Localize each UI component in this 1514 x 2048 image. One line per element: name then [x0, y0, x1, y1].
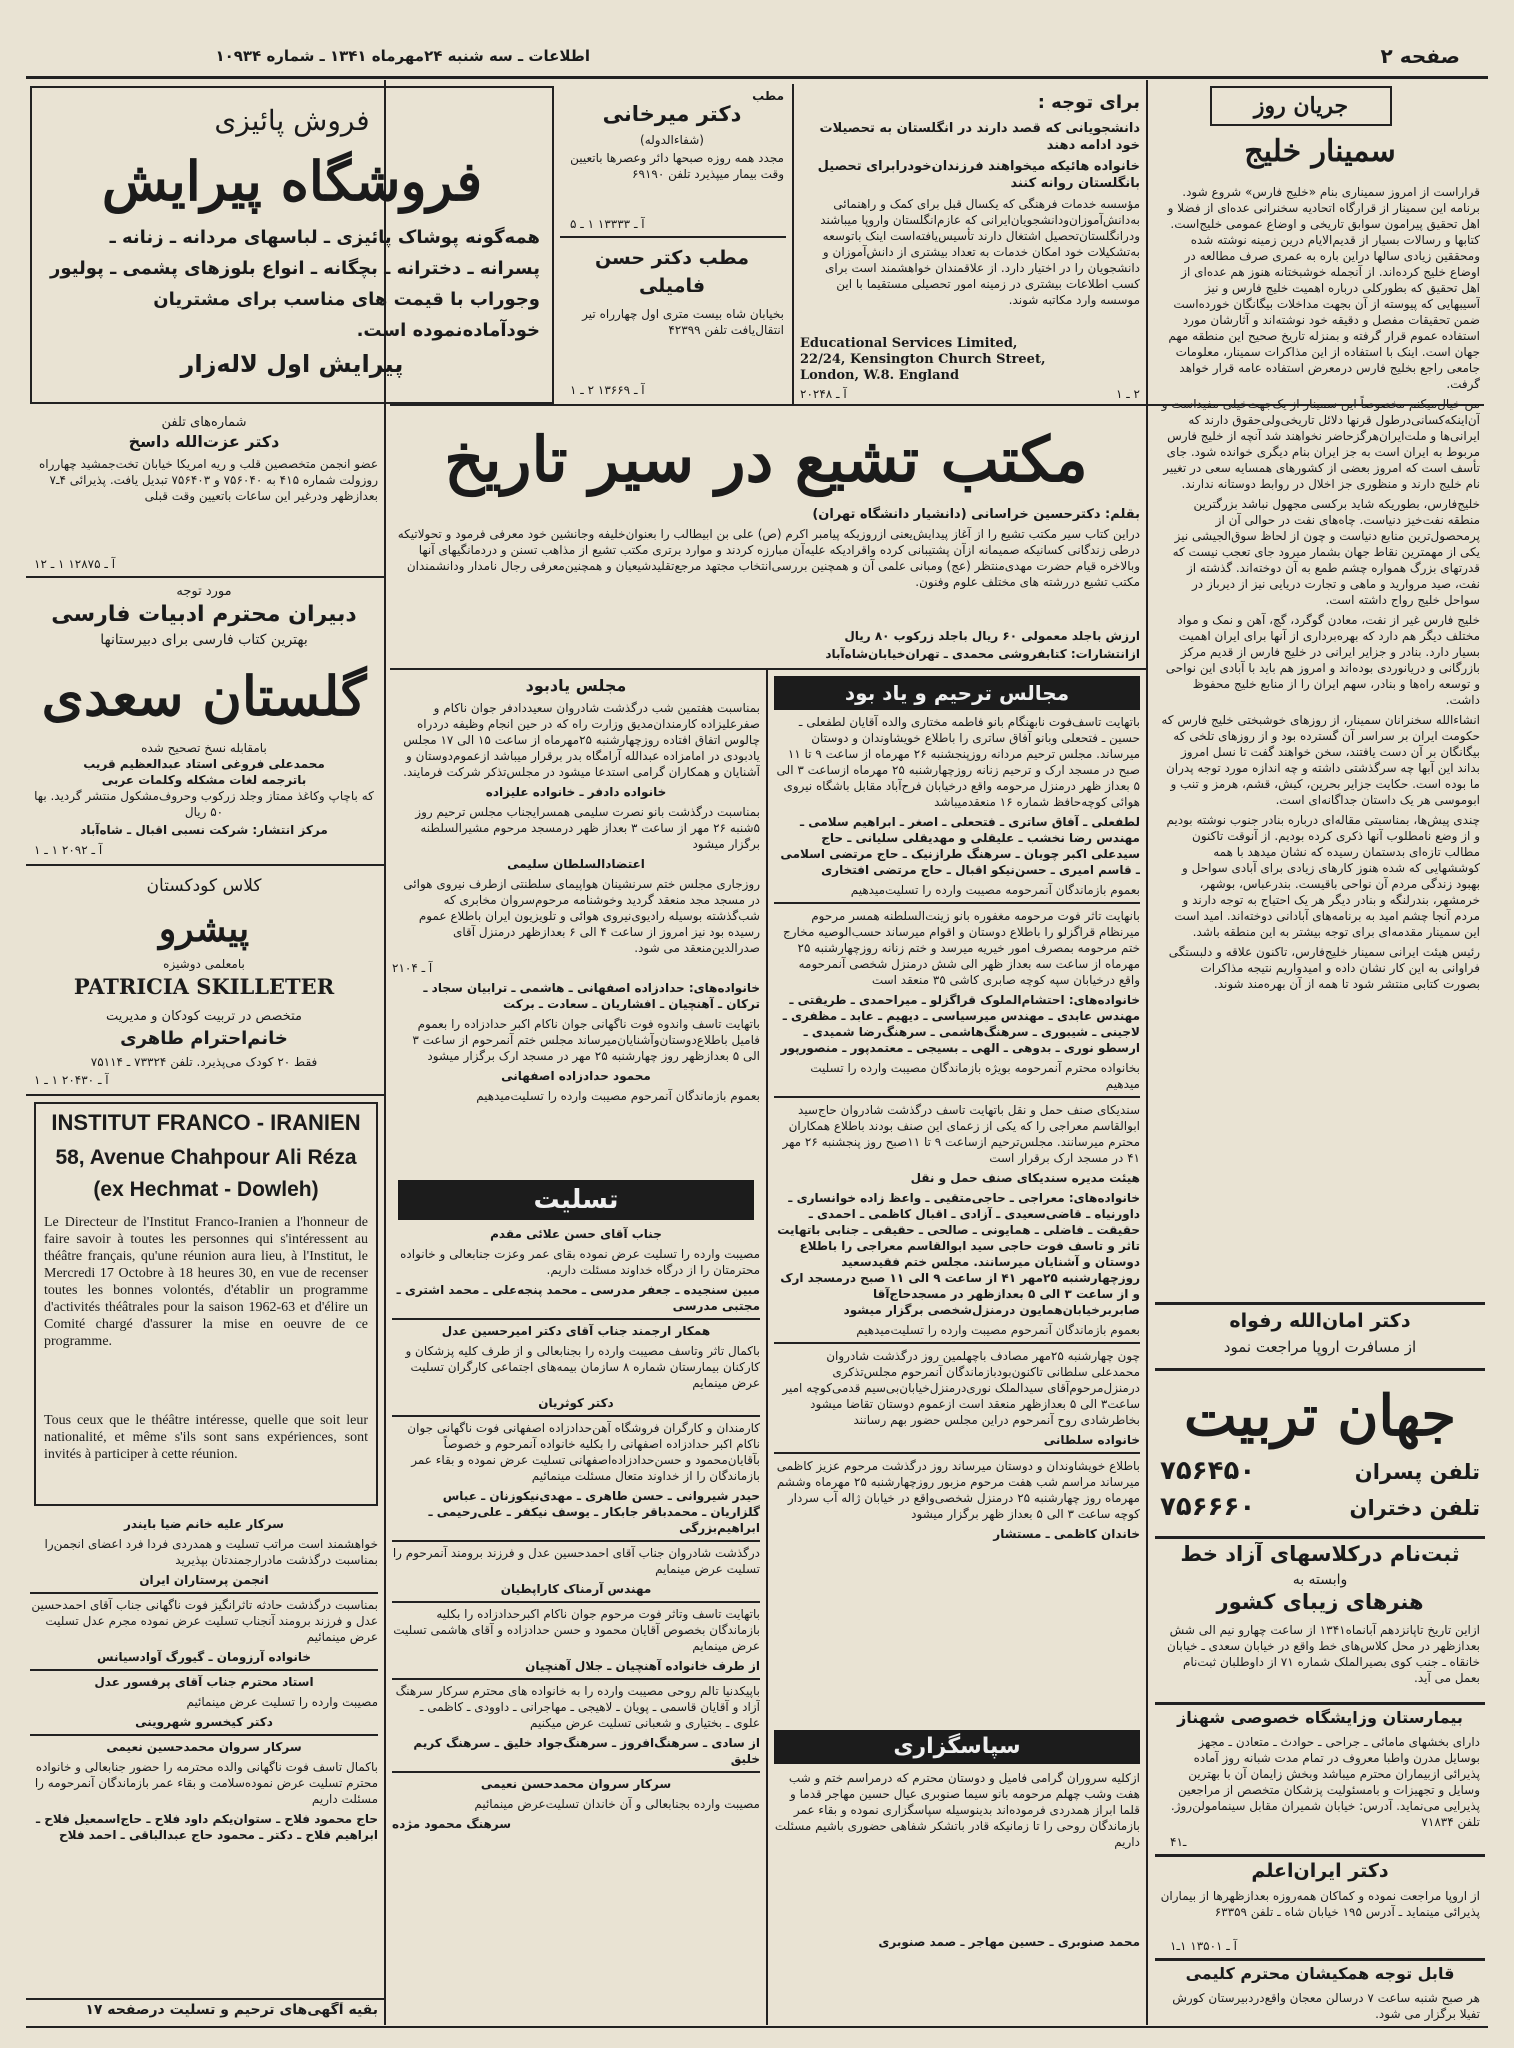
kalimi-title: قابل توجه همکیشان محترم کلیمی [1185, 1964, 1455, 1983]
taslit-body: مصیبت وارده بجنابعالی و آن خاندان تسلیت‌عرض مینمائیم [474, 1797, 760, 1811]
majales-body: سندیکای صنف حمل و نقل باتهایت تاسف درگذشت شادروان حاج‌سید ابوالقاسم معراجی را که یکی از زعمای این صنف بودند باطلاع همکاران محترم میرسانند. مجلس‌ترحیم ازساعت ۹ تا ۱۱صبح روز پنجشنبه ۲۶ مهر ۴۱ در مسجد ارک برقرار است [782, 1103, 1140, 1165]
taslit-body: مصیبت وارده را تسلیت عرض نموده بقای عمر وعزت جنابعالی و خانواده محترمتان را از درگاه خداوند مسئلت داریم. [400, 1247, 760, 1277]
jarayan-rooz-box: جریان روز [1210, 86, 1392, 126]
sabt-sub2: هنرهای زیبای کشور [1216, 1590, 1424, 1614]
condolence-item [30, 1669, 378, 1730]
condolence-item [30, 1516, 378, 1588]
taslit-title: جناب آقای حسن علائی مقدم [490, 1227, 662, 1241]
rule [1155, 1536, 1485, 1539]
majales-body: باتهایت تاسف‌فوت نابهنگام بانو فاطمه مختاری والده آقایان لطفعلی ـ حسین ـ فتحعلی وبانو آفاق ساتری را باطلاع خویشاوندان و دوستان میرساند. مجلس ترحیم مردانه روزپنجشنبه ۲۶ مهرماه از ساعت ۹ تا ۱۱ صبح در مسجد ارک و ترحیم زنانه روزچهارشنبه ۲۵ مهرماه ازساعت ۳ الی ۵ بعداز ظهر درمنزل مرحومه واقع درخیابان فرح‌آباد مقابل باشگاه نیروی هوائی کوچه‌حافظ شماره ۱۶ منعقدمیباشد [776, 715, 1140, 809]
institut-body: Le Directeur de l'Institut Franco-Iranien a l'honneur de faire savoir à toutes les personnes qui s'intéressent au théâtre français, qu'une réunion aura lieu, à l'Institut, le Mercredi 17 Octobre à 18 heures 30, en vue de recenser toutes les bonnes volontés, d'établir un programme d'activités théâtrales pour la saison 1962-63 et d'élire un Comité chargé d'assurer la mise en oeuvre de ce programme. [44, 1215, 368, 1349]
institut-addr2: (ex Hechmat - Dowleh) [93, 1178, 319, 1201]
maktab-price: ارزش باجلد معمولی ۶۰ ریال باجلد زرکوب ۸۰ ریال [844, 629, 1140, 643]
condolence-body: مصیبت وارده را تسلیت عرض مینمائیم [186, 1695, 378, 1709]
store-name: فروشگاه پیرایش [101, 149, 483, 213]
taslit-item [392, 1601, 760, 1674]
taslit-item [392, 1540, 760, 1597]
notice-line2: خانواده هائیکه میخواهند فرزندان‌خودرابرای تحصیل بانگلستان روانه کنند [817, 159, 1140, 191]
seminar-paragraph: انشاءالله سخنرانان سمینار، از روزهای خوشبختی خلیج فارس که حکومت ایران بر سراسر آن گسترده بود و از روزهای تلخی که بیگانگان بر آن دست یافتند، سخن خواهند گفت تا نسل امروز بداند این آبها چه سرگذشتی داشته و چه اندازه مورد توجه پدران ما بوده است. حکایت جزایر بحرین، کیش، قشم، هرمز و تنب و ابوموسی هر یک داستان جداگانه‌ای است. [1161, 713, 1480, 807]
hospital-title: بیمارستان وزایشگاه خصوصی شهناز [1177, 1708, 1463, 1727]
store-footer: پیرایش اول لاله‌زار [180, 350, 404, 378]
majales-list [774, 714, 1140, 1722]
majales-tail: بعموم بازماندگان آنمرحوم مصیبت وارده را تسلیت‌میدهیم [856, 1323, 1140, 1337]
majlis-yadbood-block [392, 700, 760, 1174]
kalimi-body: هر صبح شنبه ساعت ۷ درسالن معجان واقع‌دردبیرستان کورش تفیلا برگزار می شود. [1172, 1991, 1480, 2021]
phone-boys: ۷۵۶۴۵۰ [1160, 1456, 1256, 1486]
taslit-item [392, 1226, 760, 1314]
taslit-item [392, 1318, 760, 1411]
taslit-body: باتهایت تاسف وتاثر فوت مرحوم جوان ناکام اکبرحدادزاده را بکلیه بازماندگان بخصوص آقایان محمود و حسن حدادزاده و آقای هاشمی تسلیت عرض مینمایم [393, 1607, 760, 1653]
doctor1-label: مطب [752, 89, 784, 103]
condolence-title: سرکار علیه خانم ضیا بایندر [124, 1517, 284, 1531]
rule [26, 1094, 384, 1096]
phone-girls-label: تلفن دختران [1349, 1496, 1480, 1520]
seminar-paragraph: خلیج‌فارس، بطوریکه شاید برکسی مجهول نباشد بزرگترین منطقه نفت‌خیز دنیاست. چاه‌های نفت در حوالی آن از پرمحصول‌ترین منابع دنیاست و چون از لحاظ سوق‌الجیشی نیز یکی از مهمترین نقاط جهان بشمار میرود جای تعجب نیست که قدرتهای بزرگ همواره چشم طمع به آن دوخته‌اند. گذشته از نفت، صید مروارید و ماهی و تجارت دریایی نیز از دیرباز در سواحل خلیج رواج داشته است. [1172, 497, 1480, 607]
yadbood-sign: اعتضادالسلطان سلیمی [507, 857, 645, 871]
iranalam-code: آ ـ ۱۳۵۰۱ ۱ـ۱ [1170, 1939, 1237, 1953]
doctor1-body: مجدد همه روزه صبحها دائر وعصرها باتعیین وقت بیمار میپذیرد تلفن ۶۹۱۹۰ [570, 151, 784, 181]
condolence-item [30, 1734, 378, 1843]
rule [390, 668, 1146, 670]
yadbood-body: روزجاری مجلس ختم سرنشینان هواپیمای سلطنتی ازطرف نیروی هوائی در مسجد مجد منعقد گردید وخوشنامه مرحوم‌سروان مخابری که شب‌گذشته بوسیله رادیوی‌نیروی هوائی و تلویزیون ایران باطلاع عموم رسیده بود نیز امروز از ساعت ۴ الی ۶ بعدازظهر درمنزل آقای صدرالدین‌منعقد می شود. [403, 877, 760, 955]
iranalam-body: از اروپا مراجعت نموده و کماکان همه‌روزه بعدازظهرها از بیماران پذیرائی مینماید ـ آدرس ۱۹۵ خیابان شاه ـ تلفن ۶۳۳۵۹ [1160, 1889, 1480, 1919]
golestan-body2: محمدعلی فروغی استاد عبدالعظیم قریب [83, 757, 325, 771]
rafavah-line: از مسافرت اروپا مراجعت نمود [1223, 1338, 1417, 1356]
rafavah-name: دکتر امان‌الله رفواه [1229, 1310, 1411, 1332]
institut-body-2: Tous ceux que le théâtre intéresse, quelle que soit leur nationalité, et même s'ils sont sans expériences, sont invités à participer à cette réunion. [44, 1413, 368, 1462]
rule [1155, 1958, 1485, 1961]
golestan-body1: بامقابله نسخ تصحیح شده [141, 741, 267, 755]
rule [26, 1998, 384, 2000]
condolence-sign: حاج محمود فلاح ـ ستوان‌یکم داود فلاح ـ حاج‌اسمعیل فلاح ـ ابراهیم فلاح ـ دکتر ـ محمود حاج عبدالباقی ـ احمد فلاح [35, 1812, 378, 1842]
doctor2-code: آ ـ ۱۳۶۶۹ ۲ ـ ۱ [570, 383, 645, 397]
rule [390, 404, 1484, 406]
rule [560, 236, 786, 238]
majales-sign: خاندان کاظمی ـ مستشار [993, 1527, 1140, 1541]
golestan-dabiran: دبیران محترم ادبیات فارسی [51, 602, 357, 627]
golestan-title: گلستان سعدی [41, 664, 367, 728]
majales-item [774, 1342, 1140, 1448]
seminar-title: سمینار خلیج [1244, 134, 1396, 169]
majales-item [774, 714, 1140, 898]
phone-girls: ۷۵۶۶۶۰ [1160, 1492, 1256, 1522]
condolence-sign: انجمن پرستاران ایران [139, 1573, 269, 1587]
jahan-tarbiat-title: جهان تربیت [1183, 1383, 1457, 1449]
condolence-body: باکمال تاسف فوت ناگهانی والده محترمه را حضور جنابعالی و خانواده محترم تسلیت عرض نموده‌سلامت و بقاء عمر بازماندگان آنمرحومه را مسئلت داریم [34, 1760, 378, 1806]
doctor2-title: مطب دکتر حسن فامیلی [594, 247, 750, 297]
hospital-code: ۴ـ۱ [1170, 1835, 1187, 1849]
taslit-list [392, 1226, 760, 2022]
taslit-sign: سرهنگ محمود مژده [392, 1817, 512, 1831]
golestan-best: بهترین کتاب فارسی برای دبیرستانها [100, 632, 308, 648]
majlis-yadbood-title: مجلس یادبود [525, 676, 627, 695]
dastmalchi-name: دکتر عزت‌الله داسخ [128, 432, 280, 451]
rule [1155, 1302, 1485, 1305]
majales-sign: هیئت مدیره سندیکای صنف حمل و نقل [910, 1171, 1140, 1185]
notice-title: برای توجه : [1037, 92, 1140, 113]
taslit-body: باکمال تاثر وتاسف مصیبت وارده را بجنابعالی و از طرف کلیه پزشکان و کارکنان بیمارستان شماره ۸ سازمان بیمه‌های اجتماعی کارگران تسلیت عرض مینمایم [405, 1344, 760, 1390]
taslit-item [392, 1771, 760, 1832]
taslit-sign: از طرف خانواده آهنچیان ـ جلال آهنچیان [525, 1659, 760, 1673]
taslit-sign: مبین سنجیده ـ جعفر مدرسی ـ محمد پنجه‌علی ـ محمد اشتری ـ مجتبی مدرسی [396, 1283, 760, 1313]
taslit-sign: دکتر کوثریان [538, 1396, 614, 1410]
seminar-article [1160, 184, 1480, 1296]
pishro-sub: بامعلمی دوشیزه [163, 957, 245, 971]
pishro-teacher: PATRICIA SKILLETER [73, 974, 335, 999]
sabt-sub1: وابسته به [1292, 1572, 1348, 1588]
majales-body: چون چهارشنبه ۲۵مهر مصادف باچهلمین روز درگذشت شادروان محمدعلی سلطانی تاکنون‌بودبازماندگان آنمرحوم مجلس‌تذکری درمنزل‌مرحوم‌آقای سیدالملک نوری‌درمنزل‌خیابان‌بی‌سیم قدمی‌کوچه‌ امیر ساعت۳ الی ۵ بعدازظهر منعقد است ازعموم دوستان تقاضا میشود بخاطرشادی روح آنمرحوم دراین مجلس حضور بهم رسانند [782, 1349, 1140, 1427]
maktab-body: دراین کتاب سیر مکتب تشیع را از آغاز پیدایش‌یعنی ازروزیکه پیامبر اکرم (ص) علی بن ابیطالب را بعنوان‌خلیفه وجانشین خود معرفی فرمود و تحولاتیکه درطی زندگانی کسانیکه صمیمانه ازآن پشتیبانی کرده واقرادیکه علیه‌آن مبارزه کردند و موارد برتری مکتب تشیع از مذاهب تسنن و دردمانگیهای آنها وبالاخره قیام حضرت مهدی‌منتظر (عج) ومبانی علمی آن و همچنین بررسی‌انتخاب مجتهد مرجع‌تقلیدشیعیان و همچنین‌معرفی رجال نامدار ودانشمندان مکتب تشیع دررشته های مختلف علوم وفنون. [397, 527, 1140, 589]
golestan-body3: باترجمه لغات مشکله وکلمات عربی [101, 773, 307, 787]
hospital-body: دارای بخشهای مامائی ـ جراحی ـ حوادث ـ متعادن ـ مجهز بوسایل مدرن واطبا معروف در تمام مدت شبانه روز آماده پذیرائی ازبیماران محترم میباشد وبخش زایمان آن با بهترین وسایل و تجهیزات و بامسئولیت پزشکان متخصص از مراجعین پذیرایی می‌نماید. آدرس: خیابان شمیران مقابل سینمامولن‌روژ. تلفن ۷۱۸۳۴ [1170, 1735, 1480, 1829]
pishro-line1: متخصص در تربیت کودکان و مدیریت [106, 1009, 302, 1024]
seminar-paragraph: چندی پیش‌ها، بمناسبتی مقاله‌ای درباره بنادر جنوب نوشته بودیم و از وضع نامطلوب آنها ذکری کرده بودیم. از آنوقت تاکنون مطالب تازه‌ای بدستمان رسیده که نشان میدهد با همه کوششهایی که شده هنوز کارهای زیادی برای آبادی سواحل و بهبود زندگی مردم آن نواحی باقیست. بندرعباس، بوشهر، خرمشهر، بندرلنگه و بنادر دیگر هر یک احتیاج به توجه دارند و مردم آنجا چشم امید به برنامه‌های آبادانی دوخته‌اند. امید است این سمینار مقدمه‌ای برای توجه بیشتر به این منطقه باشد. [1166, 813, 1480, 939]
doctor1-name: دکتر میرخانی [602, 102, 742, 126]
footer-rule [26, 2026, 1488, 2028]
sabt-title: ثبت‌نام درکلاسهای آزاد خط [1180, 1542, 1460, 1566]
notice-body: مؤسسه خدمات فرهنگی که یکسال قبل برای کمک و راهنمائی به‌دانش‌آموزان‌ودانشجویان‌ایرانی که عازم‌انگلستان واروپا میباشند ودرانگلستان‌تحصیل اشتغال دارند تأسیس‌یافته‌است اینک باتوسعه به‌تشکیلات خود امکان خدمات به تعداد بیشتری از دانش‌آموزان و دانشجویان را در اختیار دارد. از علاقمندان خواهشمند است برای کسب اطلاعات بیشتری در زمینه امور تحصیلی مستقیما با این موسسه وارد مکاتبه شوند. [820, 197, 1140, 307]
dastmalchi-code: آ ـ ۱۲۸۷۵ ۱ ـ ۱۲ [34, 557, 116, 571]
notice-code-2: ۲ ـ ۱ [1115, 387, 1140, 401]
notice-code: آ ـ ۲۰۲۴۸ [800, 387, 847, 401]
phone-boys-label: تلفن پسران [1354, 1460, 1480, 1484]
yadbood-sign: محمود حدادزاده اصفهانی [501, 1069, 651, 1083]
condolence-title: سرکار سروان محمدحسین نعیمی [106, 1740, 302, 1754]
dastmalchi-phones: شماره‌های تلفن [161, 415, 247, 430]
notice-line1: دانشجویانی که قصد دارند در انگلستان به تحصیلات خود ادامه دهند [819, 121, 1140, 153]
sabt-body: ازاین تاریخ تاپانزدهم آبانماه۱۳۴۱ از ساعت چهارو نیم الی شش بعدازظهر در محل کلاس‌های خط واقع در خیابان سعدی ـ خیابان خانقاه ـ جنب کوی بصیرالملک شماره ۷۱ از داوطلبان ثبت‌نام بعمل می آید. [1167, 1623, 1480, 1685]
yadbood-body: بمناسبت درگذشت بانو نصرت سلیمی همسر‌ایجناب مجلس ترحیم روز ۵شنبه ۲۶ مهر از ساعت ۳ بعداز ظهر درمسجد مرحوم مشیرالسلطنه برگزار میشود [415, 805, 760, 851]
taslit-sign: از سادی ـ سرهنگ‌افروز ـ سرهنگ‌جواد خلیق ـ سرهنگ کریم خلیق [413, 1736, 760, 1766]
store-body: همه‌گونه پوشاک پائیزی ـ لباسهای مردانه ـ زنانه ـ پسرانه ـ دخترانه ـ بچگانه ـ انواع بلوزهای پشمی ـ پولیور وجوراب با قیمت های مناسب برای مشتریان خودآماده‌نموده است. [50, 227, 540, 341]
condolence-sign: دکتر کیخسرو شهروینی [135, 1715, 273, 1729]
rule [1155, 1702, 1485, 1705]
dastmalchi-body: عضو انجمن متخصصین قلب و ریه امریکا خیابان تخت‌جمشید چهارراه روزولت شماره ۴۱۵ به ۷۵۶۰۴۰ و ۷۵۶۴۰۳ تبدیل یافت. پذیرائی ۴ـ۷ بعدازظهر ودرغیر این ساعات باتعیین وقت قبلی [39, 457, 378, 503]
yadbood-body: باتهایت تاسف واندوه فوت ناگهانی جوان ناکام اکبر حدادزاده را بعموم فامیل باطلاع‌دوستان‌وآشنایان‌میرساند مجلس ختم آنمرحوم از ساعت ۳ الی ۵ بعدازظهر روز چهارشنبه ۲۵ مهر در مسجد ارک برگزار میشود [412, 1017, 760, 1063]
pishro-line3: فقط ۲۰ کودک می‌پذیرد. تلفن ۷۳۳۲۴ ـ ۷۵۱۱۴ [90, 1055, 318, 1069]
seminar-paragraph: خلیج فارس غیر از نفت، معادن گوگرد، گچ، آهن و نمک و مواد مختلف دیگر هم دارد که بهره‌برداری از آنها برای ایران اهمیت بسیار دارد. بنادر و جزایر ایرانی در خلیج فارس از قدیم مرکز بازرگانی و دریانوردی بوده‌اند و امروز هم باید با آبادی این نواحی و توسعه راه‌ها و بنادر، سهم ایران را از منابع خلیج محفوظ داشت. [1165, 613, 1480, 707]
seminar-paragraph: آن‌اینکه‌کسانی‌درطول قرنها دلائل تاریخی‌ولی‌حقوق دارند که ایرانی‌ها و ملت‌ایران‌هرگزحاضر نخواهند شد آنچه از خلیج فارس مربوط به ایران است به جز ایران بنام دیگری خوانده شود. جای تأسف است که امروز بعضی از کشورهای همسایه سعی در تغییر نام خلیج دارند و منظوری جز اخلال در روابط دوستانه ندارند. [1163, 413, 1480, 491]
rule [26, 864, 384, 866]
pishro-name: پیشرو [158, 908, 250, 950]
golestan-top: مورد توجه [176, 584, 232, 599]
taslit-sign: حیدر شیروانی ـ حسن طاهری ـ مهدی‌نیکوزنان ـ عباس گلزاریان ـ محمدباقر جابکار ـ یوسف نیکفر ـ علی‌رحیمی ـ ابراهیم‌بزرگی [428, 1489, 760, 1535]
sepasgozari-sign: محمد صنوبری ـ حسین مهاجر ـ صمد صنوبری [878, 1935, 1140, 1949]
doctor1-sub: (شفاءالدوله) [640, 133, 704, 147]
doctor2-body: بخیابان شاه بیست متری اول چهارراه تیر انتقال‌یافت تلفن ۴۲۳۹۹ [582, 307, 784, 337]
institut-addr: 58, Avenue Chahpour Ali Réza [55, 1146, 357, 1169]
doctor1-code: آ ـ ۱۳۳۳۳ ۱ ـ ۵ [570, 217, 645, 231]
taslit-body: باپیکدنیا تالم روحی مصیبت وارده را به خانواده های محترم سرکار سرهنگ آزاد و آقایان قاسمی ـ پویان ـ لاهیجی ـ مهاجرانی ـ داوودی ـ کاظمی ـ علوی ـ بختیاری و شعبانی تسلیت عرض میکنیم [395, 1684, 760, 1730]
maktab-author: بقلم: دکترحسین خراسانی (دانشیار دانشگاه تهران) [812, 507, 1140, 522]
majales-body: باطلاع خویشاوندان و دوستان میرساند روز درگذشت مرحوم عزیز کاظمی میرساند مراسم شب هفت مرحوم مزبور روزچهارشنبه ۲۵ مهرماه وششم مهرماه روز چهارشنبه ۲۵ درمنزل شخصی‌واقع در خیابان ژاله آب سردار کوچه‌ ساعت ۳ الی ۵ بعداز ظهر برگزار میشود [776, 1459, 1140, 1521]
majales-item [774, 902, 1140, 1092]
majales-tail: بخانواده محترم آنمرحومه بویژه بازماندگان مصیبت وارده را تسلیت میدهیم [810, 1061, 1140, 1091]
taslit-item [392, 1678, 760, 1767]
condolence-title: استاد محترم جناب آقای پرفسور عدل [94, 1675, 314, 1689]
pishro-top: کلاس کودکستان [146, 876, 262, 896]
majales-body: خانواده‌های: معراجی ـ حاجی‌متقیی ـ واعظ زاده خوانساری ـ داورنیاه ـ قاضی‌سعیدی ـ آزادی ـ اقبال کاظمی ـ احمدی ـ حقیقت ـ فاضلی ـ همایونی ـ صالحی ـ حقیقی ـ جنابی باتهایت تاثر و تاسف فوت حاجی سید ابوالقاسم معراجی را باطلاع دوستان و آشنایان میرسانند. مجلس ختم فقیدسعید روزچهارشنبه ۲۵مهر ۴۱ از ساعت ۹ الی ۱۱ صبح درمسجد ارک و از ساعت ۳ الی ۵ بعدازظهر در مسجدحاج‌آقا صابربرخیابان‌همایون درمنزل‌شخصی برگزار میشود [777, 1191, 1140, 1317]
store-top: فروش پائیزی [214, 104, 370, 137]
seminar-paragraph: رئیس هیئت ایرانی سمینار خلیج‌فارس، تاکنون علاقه و دلبستگی فراوانی به این کار نشان داده و امیدواریم نتیجه مذاکرات بصورت کتابی منتشر شود تا همه از آن بهره‌مند شوند. [1168, 945, 1480, 991]
taslit-banner: تسلیت [398, 1180, 754, 1220]
yadbood-body: بمناسبت هفتمین شب درگذشت شادروان سعیددادفر جوان ناکام و صفرعلیزاده کارمندان‌مدیق وزارت راه که در حین انجام وظیفه دردراه چالوس اتفاق افتاده روزچهارشنبه ۲۵مهرماه از ساعت ۱۵ الی ۱۷ مجلس یادبودی در امامزاده عبدالله آرامگاه بدر برقرار میباشد ازعموم‌دوستان و آشنایان و همکاران گرامی استدعا میشود در مجلس‌تذکر شرکت فرمایند. [403, 701, 760, 779]
condolence-body: خواهشمند است مراتب تسلیت و همدردی فردا فرد اعضای انجمن‌را بمناسبت درگذشت مادرارجمندتان بپذیرید [44, 1537, 378, 1567]
rule [792, 84, 794, 404]
notice-address-3: London, W.8. England [800, 368, 960, 383]
taslit-body: کارمندان و کارگران فروشگاه آهن‌حدادزاده اصفهانی فوت ناگهانی جوان ناکام اکبر حدادزاده اصفهانی را بکلیه خانواده آنمرحوم و خصوصاً بآقایان‌محمود و حسن‌حدادزاده‌اصفهانی تسلیت عرض نموده و بقاء عمر بازماندگان را از خداوند متعال مسئلت مینمائیم [407, 1421, 760, 1483]
taslit-title: همکار ارجمند جناب آقای دکتر امیرحسین عدل [441, 1324, 711, 1338]
majales-item [774, 1452, 1140, 1542]
majales-banner: مجالس ترحیم و یاد بود [774, 676, 1140, 710]
yadbood-families: خانواده‌های: حدادزاده اصفهانی ـ هاشمی ـ ترابیان سجاد ـ ترکان ـ آهنچیان ـ افشاریان ـ سعادت ـ برکت [423, 981, 760, 1011]
taslit-sign: مهندس آرمناک کاراپطیان [500, 1582, 652, 1596]
majales-item [774, 1096, 1140, 1338]
notice-address-2: 22/24, Kensington Church Street, [800, 352, 1046, 367]
iranalam-title: دکتر ایران‌اعلم [1251, 1860, 1389, 1882]
majales-sign: خانواده‌های: احتشام‌الملوک قراگزلو ـ میراحمدی ـ طریقتی ـ مهندس عابدی ـ مهندس میرسیاسی ـ دیهیم ـ عابد ـ مظفری ـ لاجینی ـ شیبوری ـ سرهنگ‌هاشمی ـ سرهنگ‌رضا شمیدی ـ ارسطو نوری ـ بدوهی ـ الهی ـ بسیجی ـ معتمدپور ـ منصورپور [780, 993, 1140, 1055]
maktab-headline: مکتب تشیع در سیر تاریخ [444, 423, 1088, 496]
header-rule [26, 76, 1488, 79]
notice-address-1: Educational Services Limited, [800, 336, 1018, 351]
majales-sign: لطفعلی ـ آفاق ساتری ـ فتحعلی ـ اصغر ـ ابراهیم سلامی ـ مهندس رضا نخشب ـ علیقلی و مهدیقلی سلیانی ـ حاج سیدعلی اکبر چوبان ـ سرهنگ طرازنیک ـ حاج مرتضی اسلامی ـ قاسم امیری ـ حسن‌نیکو اقبال ـ حاج مرتضی افتخاری [780, 815, 1140, 877]
pishro-line2: خانم‌احترام طاهری [120, 1028, 288, 1049]
condolence-body: بمناسبت درگذشت حادثه تاثرانگیز فوت ناگهانی جناب آقای احمدحسین عدل و فرزند برومند آنجناب تسلیت عرض نموده مجرم عدل تسلیت عرض مینمائیم [31, 1598, 378, 1644]
majales-body: بانهایت تاثر فوت مرحومه مغفوره بانو زینت‌السلطنه همسر مرحوم میرنظام قراگزلو را باطلاع دوستان و اقوام میرساند حسب‌الوصیه مخارج ختم مرحومه بمصرف امور خیریه میرسد و ختم زنانه روزچهارشنبه ۲۵ مهرماه از ساعت سه بعداز ظهر الی شش درمنزل شخصی آنمرحومه واقع درخیابان سپه کوچه صابری کاشی ۳۵ منعقد است [783, 909, 1140, 987]
rule [26, 576, 384, 578]
seminar-paragraph: قراراست از امروز سمیناری بنام «خلیج فارس» شروع شود. برنامه این سمینار از قرارگاه اتحادیه سخنرانی عده‌ای از فضلا و اهل تحقیق پیرامون سوابق تاریخی و اوضاع عمومی خلیج‌است. کتابها و رسالات بسیار از قدیم‌الایام درین زمینه نوشته شده ومحققین زیادی سالها دراین باره به عمری صرف مطالعه در اوضاع خلیج کرده‌اند. از آنجمله خوشبختانه هنوز هم عده‌ای از اهل تحقیق که بطورکلی درباره اهمیت خلیج فارس و نیز آسیبهایی که پیوسته از آن بجهت مداخلات بیگانگان خورده‌است ضمن تحقیقات مفصل و دقیقه خود نوشته‌اند و آثارشان مورد استفاده عموم قرار گرفته و بمنزله تاریخ صحیح این منطقه مهم جهان است. اینک با استفاده از این مذاکرات سمینار، معلومات جامعی راجع بخلیج فارس درمعرض استفاده عامه قرار خواهد گرفت. [1167, 185, 1480, 391]
majales-tail: بعموم بازماندگان آنمرحومه مصیبت وارده را تسلیت‌میدهیم [850, 883, 1140, 897]
dateline: اطلاعات ـ سه شنبه ۲۴مهرماه ۱۳۴۱ ـ شماره ۱۰۹۳۴ [215, 47, 590, 65]
condolences-left [30, 1516, 378, 1998]
pishro-code: آ ـ ۲۰۴۳۰ ۱ ـ ۱ [34, 1073, 109, 1087]
page-number: صفحه ۲ [1380, 44, 1460, 68]
column-rule-right [1146, 80, 1148, 2025]
sepasgozari-banner: سپاسگزاری [774, 1730, 1140, 1764]
maktab-pub: ازانتشارات: کتابفروشی محمدی ـ تهران‌خیابان‌شاه‌آباد [825, 647, 1140, 661]
taslit-title: سرکار سروان محمدحسن نعیمی [480, 1777, 672, 1791]
rule [1155, 1368, 1485, 1371]
condolence-item [30, 1592, 378, 1665]
golestan-body4: که باچاپ وکاغذ ممتاز وجلد زرکوب وحروف‌مشکول منتشر گردید. بها ۵۰ ریال [34, 789, 374, 819]
golestan-body5: مرکز انتشار: شرکت نسبی اقبال ـ شاه‌آباد [80, 823, 328, 837]
condolence-sign: خانواده آرزومان ـ گیورگ آوادسیانس [96, 1650, 312, 1664]
majales-sign: خانواده سلطانی [1043, 1433, 1140, 1447]
column-rule-middle [766, 670, 768, 2025]
yadbood-sign: خانواده دادفر ـ خانواده علیزاده [485, 785, 667, 799]
yadbood-body: بعموم بازماندگان آنمرحوم مصیبت وارده را تسلیت‌میدهیم [476, 1089, 760, 1103]
taslit-item [392, 1415, 760, 1536]
rule [1155, 1854, 1485, 1857]
bottom-left-note: بقیه آگهی‌های ترحیم و تسلیت درصفحه ۱۷ [85, 2002, 378, 2018]
sepasgozari-body: ازکلیه سروران گرامی فامیل و دوستان محترم که درمراسم ختم و شب هفت وشب چهلم مرحومه بانو سیما صنوبری عیال حسین مهاجر قدما و قلما ابراز همدردی فرموده‌اند بدینوسیله سپاسگزاری نموده و بقاء عمر بازماندگان روحی را تا زمانیکه قادر باتشکر شفاهی حضوری باشیم مسئلت داریم [774, 1771, 1140, 1849]
golestan-code: آ ـ ۲۰۹۲ ۱ ـ ۱ [34, 843, 103, 857]
yadbood-code: آ ـ ۲۱۰۴ [392, 961, 433, 975]
institut-name: INSTITUT FRANCO - IRANIEN [51, 1110, 361, 1135]
taslit-body: درگذشت شادروان جناب آقای احمدحسین عدل و فرزند برومند آنمرحوم را تسلیت عرض مینمایم [392, 1546, 760, 1576]
